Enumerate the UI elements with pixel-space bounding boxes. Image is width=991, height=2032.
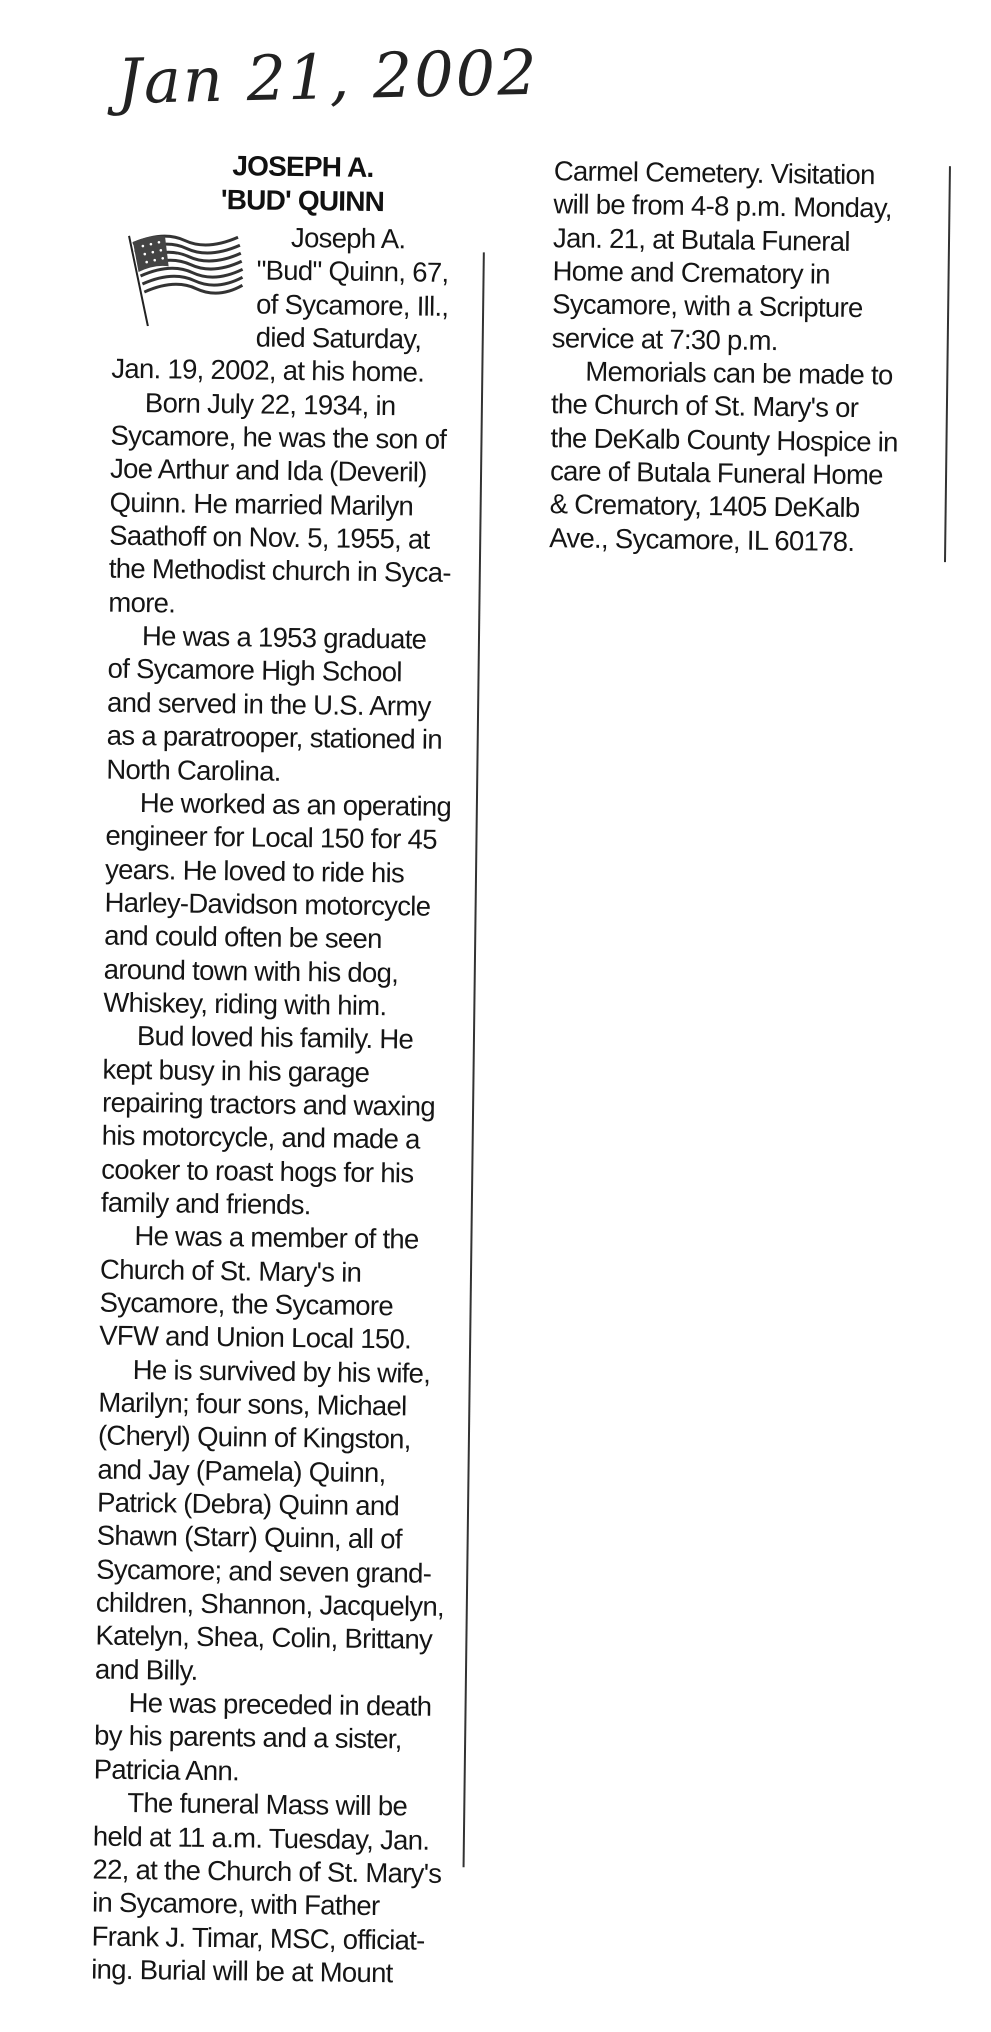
text-line: held at 11 a.m. Tuesday, Jan. [92,1820,430,1856]
text-line: service at 7:30 p.m. [551,321,778,356]
right-border-rule [944,166,950,562]
text-line: around town with his dog, [103,953,399,988]
text-line: He was a member of the [134,1220,419,1255]
text-line: & Crematory, 1405 DeKalb [549,488,860,524]
column-divider [463,252,485,1867]
text-line: and could often be seen [104,919,382,955]
text-line: in Sycamore, with Father [91,1886,380,1922]
text-line: Harley-Davidson motorcycle [104,886,431,922]
text-line: the Methodist church in Syca- [108,553,451,589]
text-line: He worked as an operating [139,786,452,822]
text-line: "Bud" Quinn, 67, [256,254,449,289]
text-line: Home and Crematory in [552,255,831,290]
text-line: Church of St. Mary's in [99,1253,362,1288]
text-line: ing. Burial will be at Mount [91,1953,393,1989]
text-line: more. [108,586,176,619]
text-line: and Billy. [94,1653,198,1686]
text-line: North Carolina. [106,753,281,787]
text-line: as a paratrooper, stationed in [106,719,443,755]
text-line: Shawn (Starr) Quinn, all of [96,1519,402,1555]
text-line: Sycamore; and seven grand- [96,1553,432,1589]
text-line: Sycamore, with a Scripture [552,288,863,324]
text-line: The funeral Mass will be [127,1787,408,1822]
text-line: Joseph A. [290,221,406,255]
text-line: Patricia Ann. [93,1753,240,1787]
text-line: Patrick (Debra) Quinn and [96,1486,400,1522]
text-line: family and friends. [100,1186,311,1221]
text-line: VFW and Union Local 150. [99,1319,412,1355]
text-line: Born July 22, 1934, in [144,386,396,421]
text-line: years. He loved to ride his [104,853,405,888]
text-line: the Church of St. Mary's or [550,388,859,424]
text-line: (Cheryl) Quinn of Kingston, [97,1419,411,1455]
text-line: children, Shannon, Jacquelyn, [95,1586,445,1623]
handwritten-date: Jan 21, 2002 [116,35,540,119]
text-line: He was preceded in death [128,1687,432,1722]
text-line: Memorials can be made to [585,355,893,391]
text-line: Carmel Cemetery. Visitation [553,155,875,191]
text-line: Quinn. He married Marilyn [109,486,414,522]
text-line: will be from 4-8 p.m. Monday, [553,188,892,224]
text-line: and served in the U.S. Army [106,686,431,722]
text-line: cooker to roast hogs for his [101,1153,414,1189]
text-line: Katelyn, Shea, Colin, Brittany [95,1619,433,1656]
text-line: He was a 1953 graduate [141,620,427,655]
left-column [91,219,462,1990]
text-line: kept busy in his garage [102,1053,370,1088]
text-line: the DeKalb County Hospice in [550,421,898,458]
text-line: died Saturday, [255,321,422,355]
text-line: by his parents and a sister, [93,1720,402,1755]
text-line: He is survived by his wife, [132,1353,431,1389]
text-line: Sycamore, the Sycamore [99,1286,394,1322]
text-line: of Sycamore High School [107,653,402,688]
text-line: engineer for Local 150 for 45 [105,819,438,855]
text-line: Jan. 21, at Butala Funeral [552,221,850,257]
text-line: his motorcycle, and made a [101,1119,420,1155]
text-line: Joe Arthur and Ida (Deveril) [109,453,427,489]
text-line: Jan. 19, 2002, at his home. [111,353,425,388]
text-line: Bud loved his family. He [136,1020,414,1055]
text-line: of Sycamore, Ill., [255,288,449,322]
title-line: 'BUD' QUINN [220,184,385,218]
text-line: 22, at the Church of St. Mary's [92,1853,442,1889]
text-line: and Jay (Pamela) Quinn, [97,1453,386,1488]
text-line: Sycamore, he was the son of [110,419,447,455]
text-line: Frank J. Timar, MSC, officiat- [91,1920,425,1956]
text-line: Whiskey, riding with him. [103,986,387,1022]
obituary-title [187,149,418,220]
text-line: Saathoff on Nov. 5, 1955, at [109,519,430,555]
title-line: JOSEPH A. [232,150,374,183]
text-line: repairing tractors and waxing [101,1086,436,1122]
right-column [549,154,901,558]
text-line: Marilyn; four sons, Michael [98,1386,407,1422]
text-line: Ave., Sycamore, IL 60178. [549,521,855,557]
text-line: care of Butala Funeral Home [549,455,883,491]
